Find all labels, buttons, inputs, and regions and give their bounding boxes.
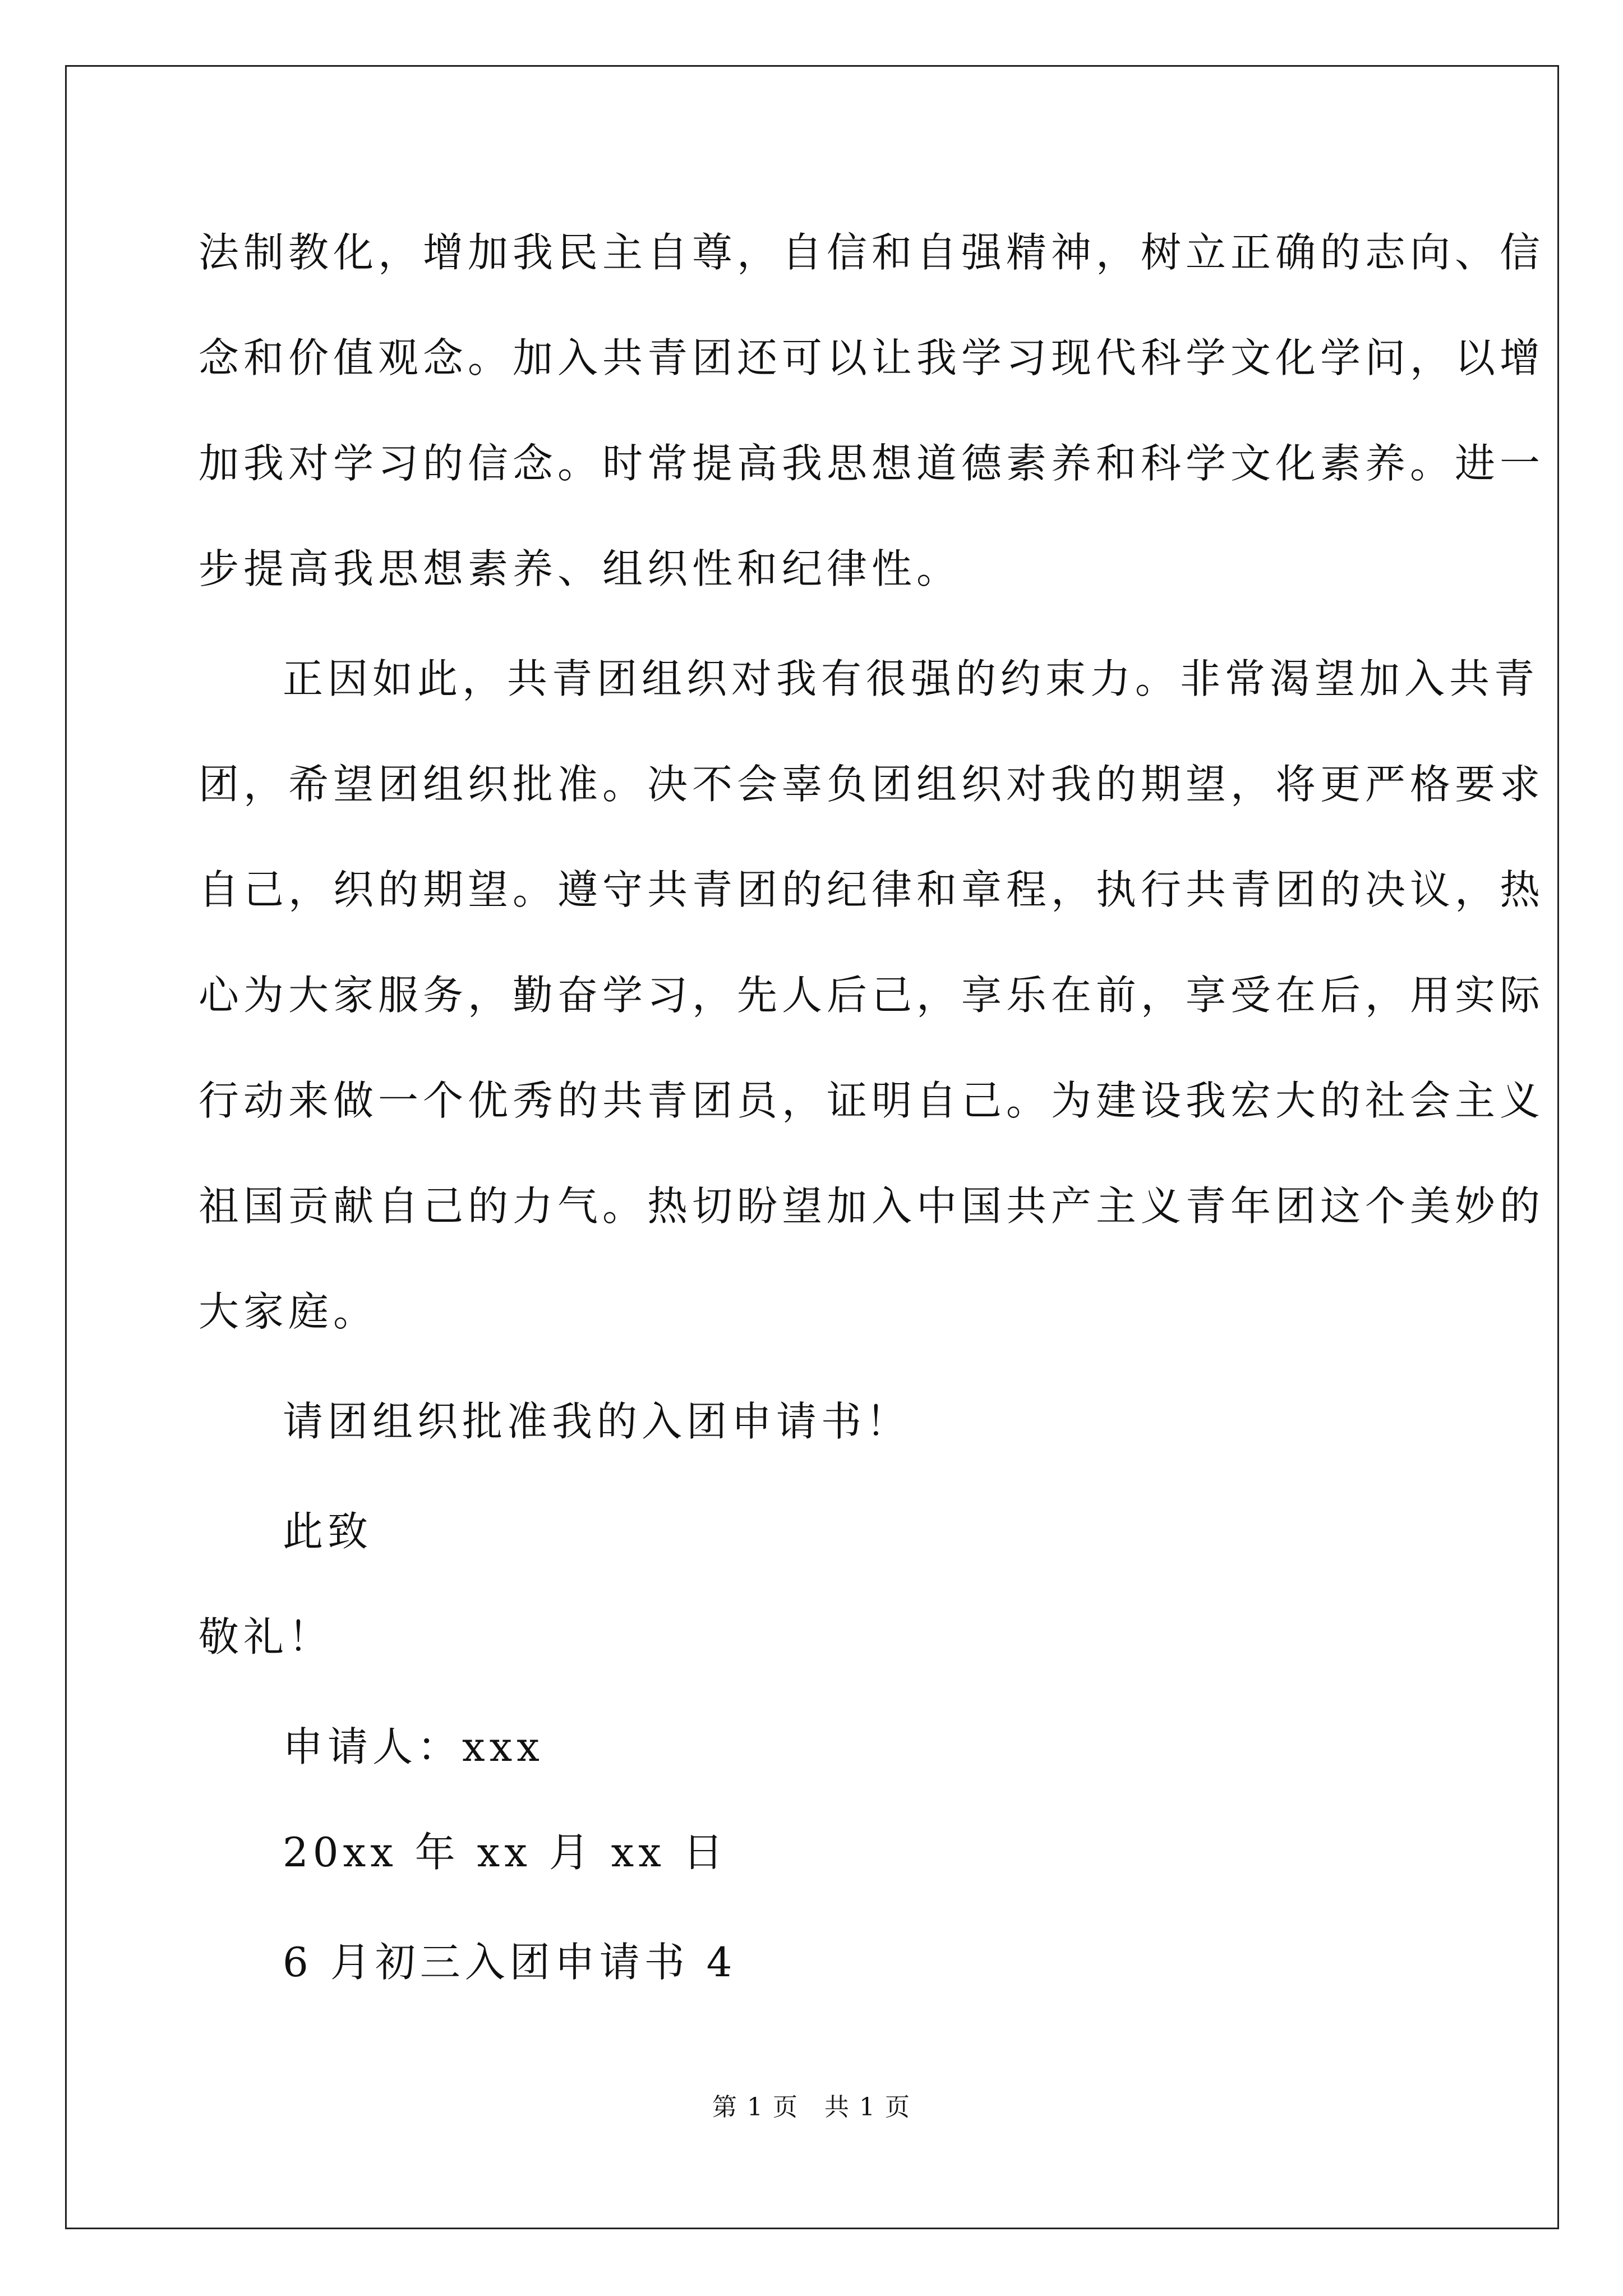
respect-line: 敬礼！ <box>199 1613 334 1660</box>
paragraph2-line-1: 正因如此，共青团组织对我有很强的约束力。非常渴望加入共青 <box>283 655 1539 702</box>
paragraph2-line-6: 祖国贡献自己的力气。热切盼望加入中国共产主义青年团这个美妙的 <box>199 1182 1545 1230</box>
page-footer: 第 1 页 共 1 页 <box>712 2093 911 2122</box>
next-document-title: 6 月初三入团申请书 4 <box>283 1939 737 1986</box>
request-line: 请团组织批准我的入团申请书！ <box>283 1398 911 1445</box>
paragraph1-line-1: 法制教化，增加我民主自尊，自信和自强精神，树立正确的志向、信 <box>199 229 1545 276</box>
paragraph1-line-4: 步提高我思想素养、组织性和纪律性。 <box>199 545 962 592</box>
paragraph2-line-3: 自己，织的期望。遵守共青团的纪律和章程，执行共青团的决议，热 <box>199 866 1545 913</box>
date-line: 20xx 年 xx 月 xx 日 <box>283 1829 728 1876</box>
paragraph2-line-2: 团，希望团组织批准。决不会辜负团组织对我的期望，将更严格要求 <box>199 761 1545 808</box>
paragraph2-line-7: 大家庭。 <box>199 1288 379 1335</box>
paragraph1-line-3: 加我对学习的信念。时常提高我思想道德素养和科学文化素养。进一 <box>199 440 1545 487</box>
paragraph2-line-4: 心为大家服务，勤奋学习，先人后己，享乐在前，享受在后，用实际 <box>199 972 1545 1019</box>
salutation: 此致 <box>283 1508 373 1555</box>
applicant-line: 申请人：xxx <box>283 1723 544 1770</box>
paragraph1-line-2: 念和价值观念。加入共青团还可以让我学习现代科学文化学问，以增 <box>199 334 1545 381</box>
page-border <box>65 65 1559 2229</box>
paragraph2-line-5: 行动来做一个优秀的共青团员，证明自己。为建设我宏大的社会主义 <box>199 1077 1545 1124</box>
